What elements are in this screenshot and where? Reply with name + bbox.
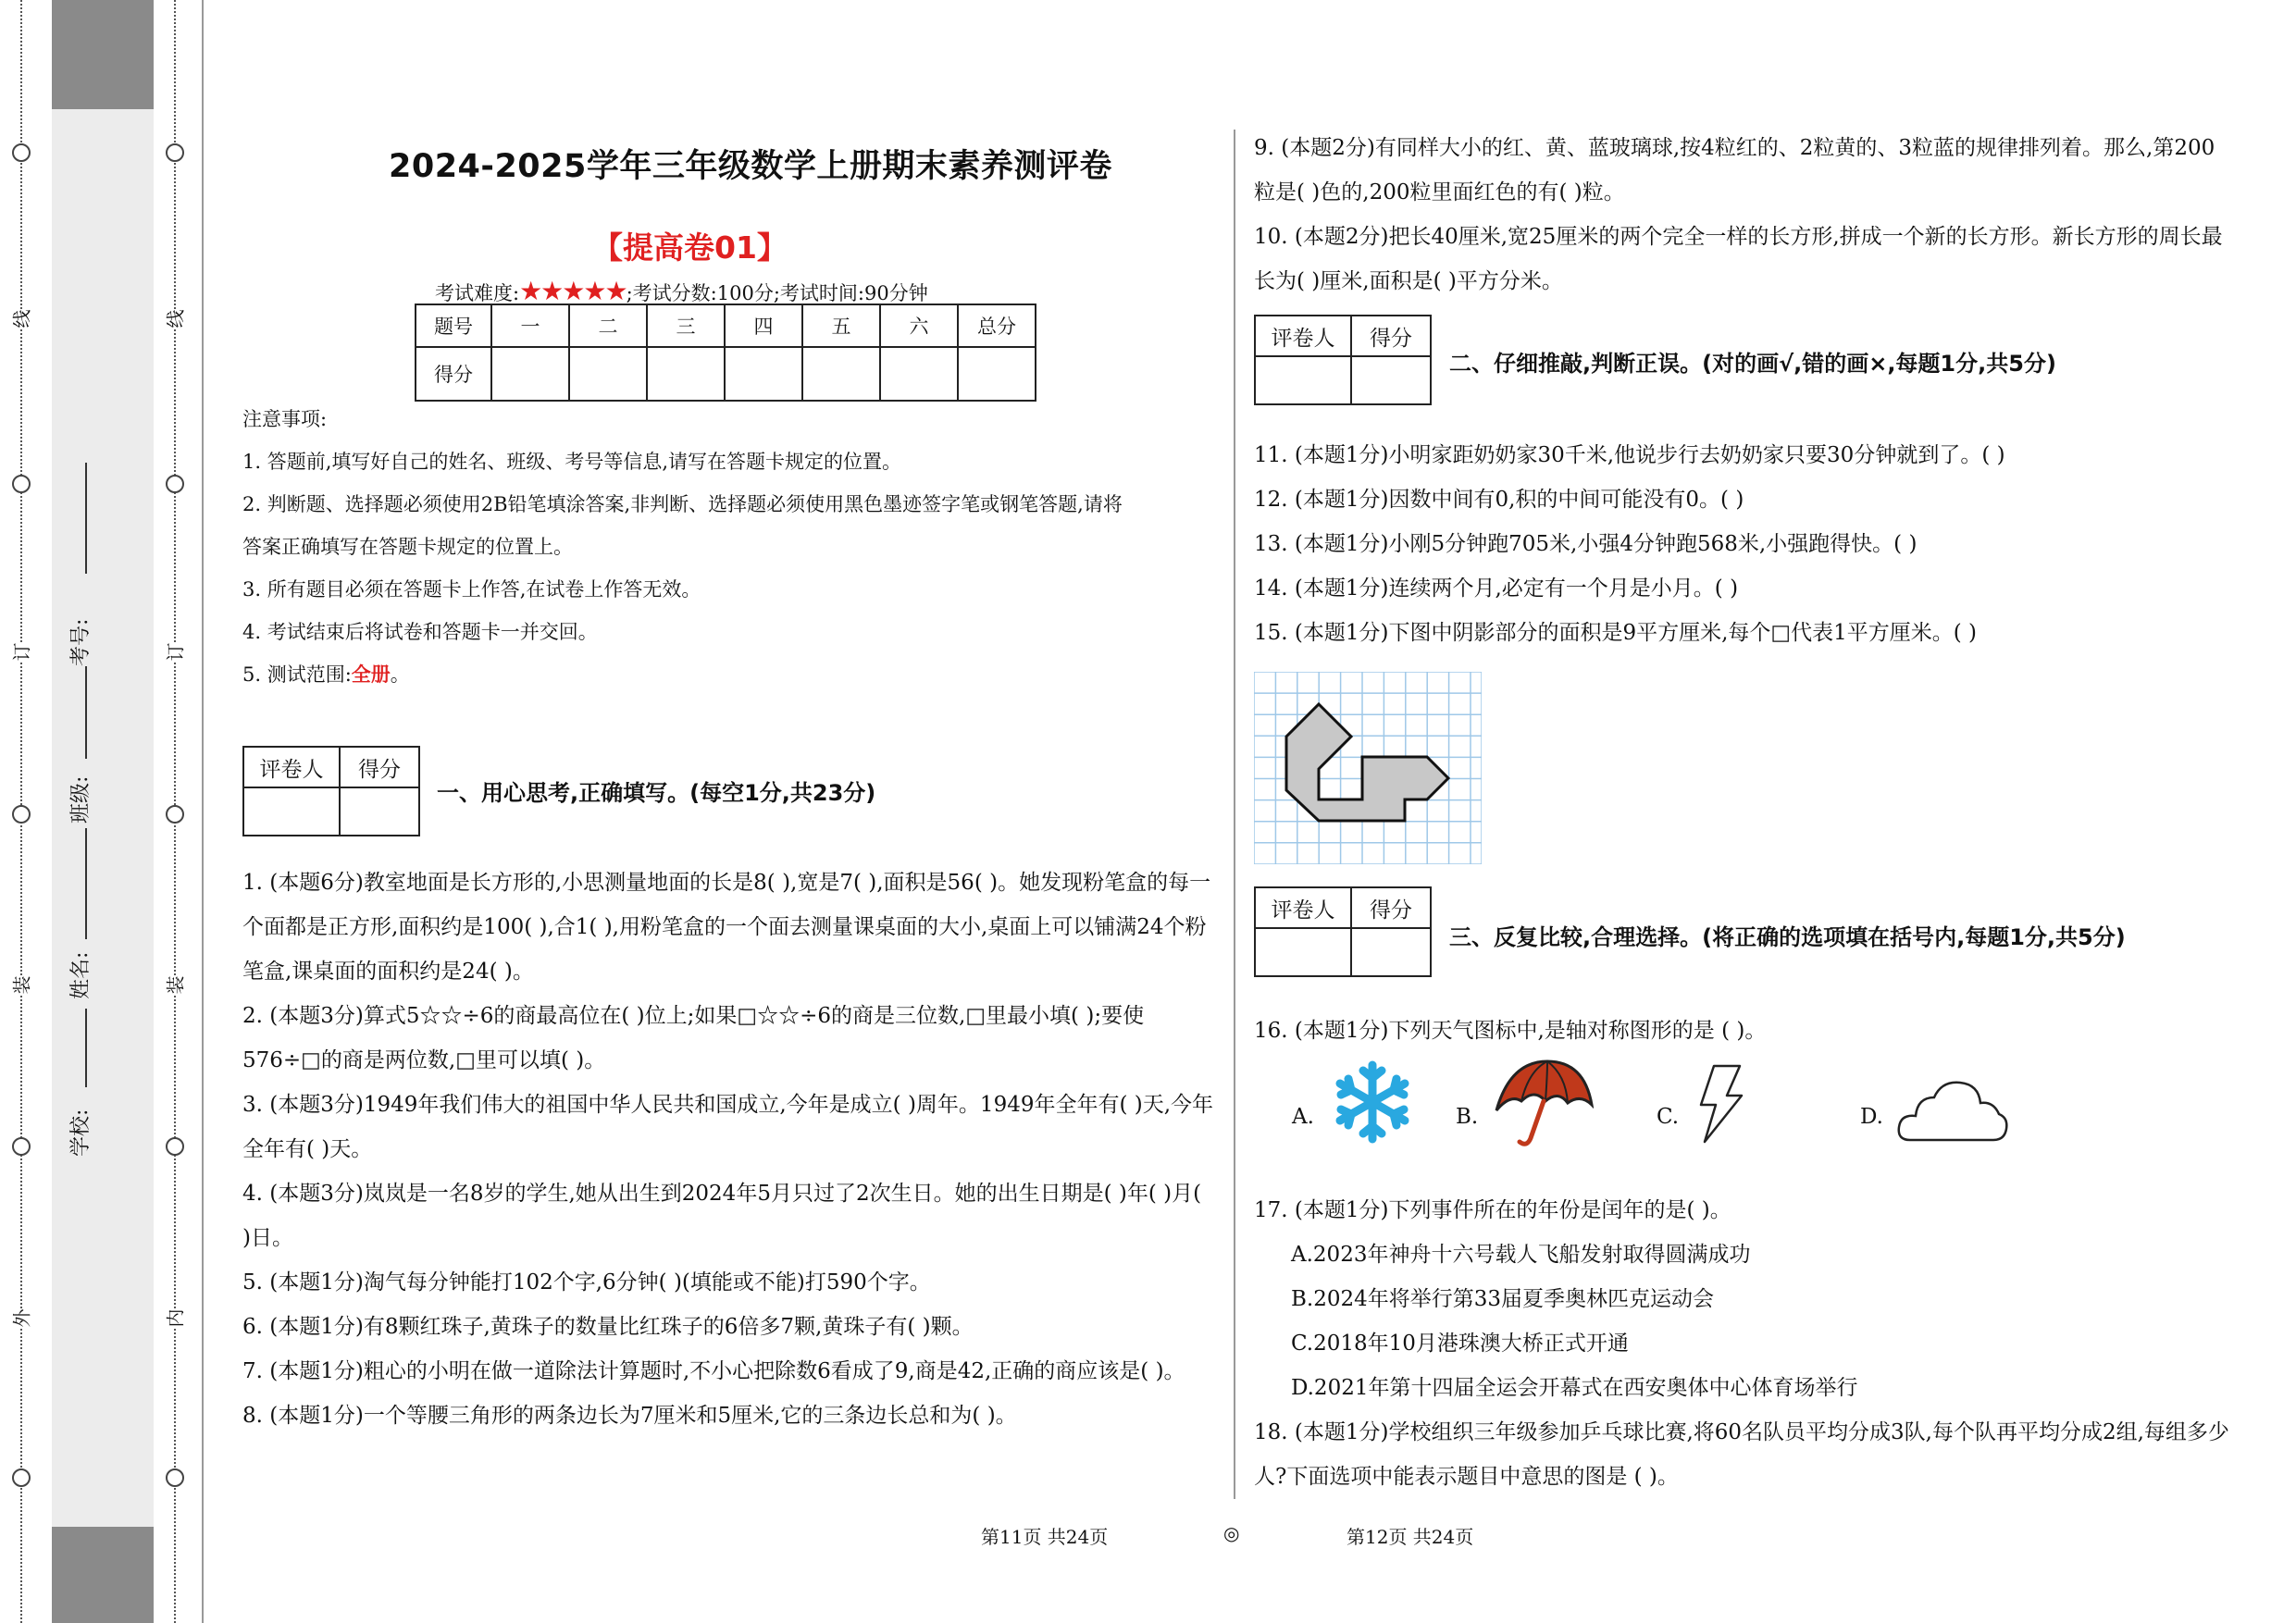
notes-item: 2. 判断题、选择题必须使用2B铅笔填涂答案,非判断、选择题必须使用黑色墨迹签字笔或钢笔答题,请将 — [242, 493, 1123, 515]
binding-hole-marker — [12, 805, 31, 824]
binding-hole-marker — [166, 1137, 184, 1156]
question-6: 6. (本题1分)有8颗红珠子,黄珠子的数量比红珠子的6倍多7颗,黄珠子有( )颗。 — [242, 1315, 974, 1339]
column-divider — [1234, 130, 1235, 1499]
page-center-mark: ◎ — [1223, 1522, 1240, 1544]
grader-label: 评卷人 — [243, 747, 340, 787]
section-2-title: 二、仔细推敲,判断正误。(对的画√,错的画×,每题1分,共5分) — [1449, 351, 2056, 377]
question-14: 14. (本题1分)连续两个月,必定有一个月是小月。( ) — [1254, 576, 1739, 601]
notes-item: 3. 所有题目必须在答题卡上作答,在试卷上作答无效。 — [242, 578, 701, 601]
option-d-label: D. — [1860, 1105, 1883, 1129]
scope-suffix: 。 — [390, 663, 410, 686]
grader-cell[interactable] — [1255, 356, 1351, 404]
question-1: 1. (本题6分)教室地面是长方形的,小思测量地面的长是8( ),宽是7( ),面积是56( )。她发现粉笔盒的每一个面都是正方形,面积约是100( ),合1( ),用粉笔盒的一个面去测量课桌面的大小,桌面上可以铺满24个粉笔盒,课桌面的面积约是24( )。 — [242, 871, 1211, 984]
margin-char-xian: 线 — [7, 310, 34, 328]
notes-item: 1. 答题前,填写好自己的姓名、班级、考号等信息,请写在答题卡规定的位置。 — [242, 451, 902, 473]
margin-char-wai: 外 — [7, 1309, 34, 1328]
school-label: 学校: — [69, 1109, 93, 1157]
score-header: 总分 — [958, 304, 1036, 347]
binding-hole-marker — [12, 143, 31, 162]
question-list-right-top — [1254, 126, 2235, 304]
grader-box — [242, 746, 420, 836]
binding-hole-marker — [166, 805, 184, 824]
shaded-area-grid-figure — [1254, 672, 1482, 864]
score-header: 六 — [880, 304, 958, 347]
class-field[interactable] — [85, 666, 87, 759]
grader-box — [1254, 315, 1432, 405]
score-cell[interactable] — [958, 347, 1036, 401]
question-7: 7. (本题1分)粗心的小明在做一道除法计算题时,不小心把除数6看成了9,商是42,正确的商应该是( )。 — [242, 1359, 1185, 1383]
notes-section — [242, 398, 1123, 696]
question-17-option: D.2021年第十四届全运会开幕式在西安奥体中心体育场举行 — [1291, 1376, 1858, 1400]
grader-label: 评卷人 — [1255, 887, 1351, 928]
option-c-label: C. — [1657, 1105, 1680, 1129]
question-17 — [1254, 1188, 2235, 1499]
score-table — [415, 304, 1036, 402]
binding-hole-marker — [166, 475, 184, 493]
score-header: 二 — [569, 304, 647, 347]
question-18: 18. (本题1分)学校组织三年级参加乒乓球比赛,将60名队员平均分成3队,每个队再平均分成2组,每组多少人?下面选项中能表示题目中意思的图是 ( )。 — [1254, 1420, 2229, 1489]
notes-item — [242, 653, 1123, 696]
question-3: 3. (本题3分)1949年我们伟大的祖国中华人民共和国成立,今年是成立( )周年。1949年全年有( )天,今年全年有( )天。 — [242, 1093, 1214, 1161]
margin-char-ding: 订 — [7, 643, 34, 662]
score-header: 一 — [491, 304, 569, 347]
umbrella-icon — [1492, 1057, 1594, 1149]
question-8: 8. (本题1分)一个等腰三角形的两条边长为7厘米和5厘米,它的三条边长总和为( )。 — [242, 1404, 1017, 1428]
score-cell[interactable] — [491, 347, 569, 401]
exam-score-time: ;考试分数:100分;考试时间:90分钟 — [626, 282, 928, 304]
section-1-title: 一、用心思考,正确填写。(每空1分,共23分) — [437, 780, 876, 806]
score-header: 四 — [725, 304, 802, 347]
question-17-stem: 17. (本题1分)下列事件所在的年份是闰年的是( )。 — [1254, 1198, 1731, 1222]
question-13: 13. (本题1分)小刚5分钟跑705米,小强4分钟跑568米,小强跑得快。( ) — [1254, 532, 1917, 556]
question-17-option: B.2024年将举行第33届夏季奥林匹克运动会 — [1291, 1287, 1715, 1311]
score-header: 三 — [647, 304, 725, 347]
score-cell[interactable] — [569, 347, 647, 401]
grader-box — [1254, 886, 1432, 977]
score-label: 得分 — [1351, 887, 1431, 928]
difficulty-stars: ★★★★★ — [519, 276, 627, 306]
snowflake-icon — [1331, 1060, 1414, 1144]
score-cell[interactable] — [880, 347, 958, 401]
score-cell[interactable] — [725, 347, 802, 401]
question-2: 2. (本题3分)算式5☆☆÷6的商最高位在( )位上;如果□☆☆÷6的商是三位数,□里最小填( );要使576÷□的商是两位数,□里可以填( )。 — [242, 1004, 1145, 1072]
shaded-shape — [1286, 704, 1448, 821]
lightning-icon — [1694, 1064, 1749, 1144]
binding-hole-marker — [166, 1468, 184, 1487]
notes-heading: 注意事项: — [242, 408, 328, 430]
exam-subtitle: 【提高卷01】 — [592, 229, 788, 266]
name-field[interactable] — [85, 828, 87, 939]
binding-hole-marker — [12, 1468, 31, 1487]
page-number-left: 第11页 共24页 — [981, 1526, 1109, 1548]
margin-gray-block-top — [52, 0, 154, 109]
notes-item: 4. 考试结束后将试卷和答题卡一并交回。 — [242, 621, 598, 643]
question-4: 4. (本题3分)岚岚是一名8岁的学生,她从出生到2024年5月只过了2次生日。她的出生日期是( )年( )月( )日。 — [242, 1182, 1202, 1250]
margin-char-ding: 订 — [161, 643, 188, 662]
score-cell[interactable] — [340, 787, 419, 836]
score-row-label: 得分 — [416, 347, 491, 401]
exam-meta — [435, 276, 928, 306]
question-11: 11. (本题1分)小明家距奶奶家30千米,他说步行去奶奶家只要30分钟就到了。( ) — [1254, 443, 2005, 467]
score-header: 五 — [802, 304, 880, 347]
score-cell[interactable] — [647, 347, 725, 401]
exam-number-field[interactable] — [85, 463, 87, 574]
question-5: 5. (本题1分)淘气每分钟能打102个字,6分钟( )(填能或不能)打590个字。 — [242, 1270, 931, 1295]
margin-char-nei: 内 — [161, 1309, 188, 1328]
margin-char-zhuang: 装 — [161, 976, 188, 995]
exam-number-label: 考号: — [69, 618, 93, 666]
difficulty-label: 考试难度: — [435, 282, 520, 304]
score-header: 题号 — [416, 304, 491, 347]
judge-questions — [1254, 433, 2235, 655]
score-label: 得分 — [340, 747, 419, 787]
grader-label: 评卷人 — [1255, 316, 1351, 356]
exam-title: 2024-2025学年三年级数学上册期末素养测评卷 — [389, 148, 1112, 185]
notes-item: 答案正确填写在答题卡规定的位置上。 — [242, 536, 573, 558]
question-12: 12. (本题1分)因数中间有0,积的中间可能没有0。( ) — [1254, 488, 1744, 512]
margin-border-line — [202, 0, 204, 1623]
margin-char-zhuang: 装 — [7, 976, 34, 995]
option-b-label: B. — [1456, 1105, 1479, 1129]
name-label: 姓名: — [69, 951, 93, 999]
question-16: 16. (本题1分)下列天气图标中,是轴对称图形的是 ( )。 — [1254, 1019, 1767, 1043]
scope-label: 5. 测试范围: — [242, 663, 352, 686]
question-list-left — [242, 861, 1214, 1438]
binding-hole-marker — [12, 475, 31, 493]
grader-cell[interactable] — [1255, 928, 1351, 976]
cloud-icon — [1897, 1077, 2010, 1144]
question-17-option: A.2023年神舟十六号载人飞船发射取得圆满成功 — [1291, 1243, 1751, 1267]
margin-char-xian: 线 — [161, 310, 188, 328]
option-a-label: A. — [1292, 1105, 1314, 1129]
question-15: 15. (本题1分)下图中阴影部分的面积是9平方厘米,每个□代表1平方厘米。( ) — [1254, 621, 1978, 645]
score-cell[interactable] — [1351, 928, 1431, 976]
score-label: 得分 — [1351, 316, 1431, 356]
question-9: 9. (本题2分)有同样大小的红、黄、蓝玻璃球,按4粒红的、2粒黄的、3粒蓝的规律排列着。那么,第200粒是( )色的,200粒里面红色的有( )粒。 — [1254, 136, 2215, 204]
margin-gray-block-bottom — [52, 1527, 154, 1623]
page-number-right: 第12页 共24页 — [1347, 1526, 1474, 1548]
grader-cell[interactable] — [243, 787, 340, 836]
school-field[interactable] — [85, 1009, 87, 1087]
question-17-option: C.2018年10月港珠澳大桥正式开通 — [1291, 1332, 1629, 1356]
binding-hole-marker — [166, 143, 184, 162]
score-cell[interactable] — [1351, 356, 1431, 404]
class-label: 班级: — [69, 775, 93, 824]
question-10: 10. (本题2分)把长40厘米,宽25厘米的两个完全一样的长方形,拼成一个新的长方形。新长方形的周长最长为( )厘米,面积是( )平方分米。 — [1254, 225, 2223, 293]
section-3-title: 三、反复比较,合理选择。(将正确的选项填在括号内,每题1分,共5分) — [1449, 924, 2126, 950]
score-cell[interactable] — [802, 347, 880, 401]
binding-hole-marker — [12, 1137, 31, 1156]
scope-value: 全册 — [351, 663, 391, 686]
